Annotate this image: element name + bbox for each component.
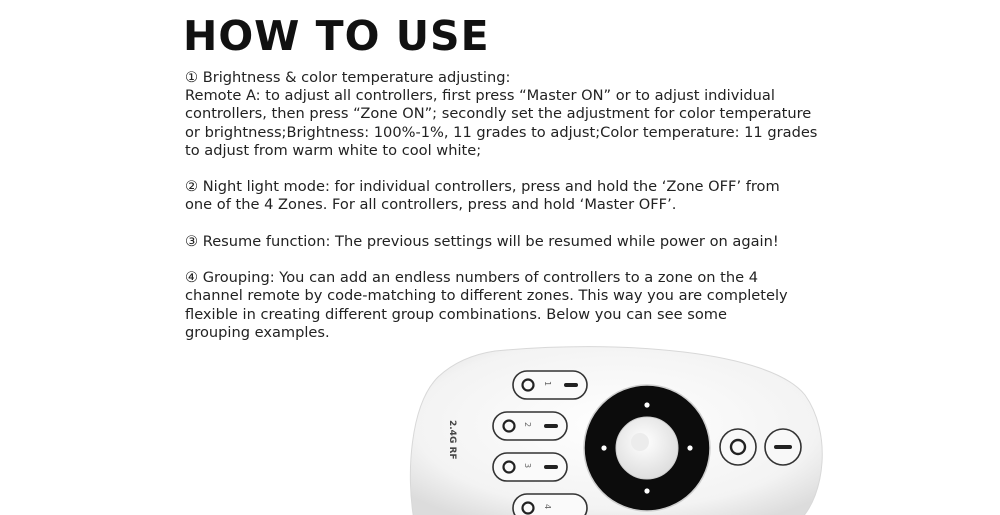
text-line: channel remote by code-matching to different zones. This way you are completely [185, 287, 788, 305]
zone-3-number: 3 [523, 463, 532, 469]
text-line: grouping examples. [185, 323, 330, 341]
section-night-light [185, 178, 845, 214]
instructions [185, 69, 845, 360]
text-line: ③ Resume function: The previous settings will be resumed while power on again! [185, 232, 779, 250]
zone-button-1[interactable] [513, 371, 587, 399]
zone-button-3[interactable] [493, 453, 567, 481]
text-line: flexible in creating different group combinations. Below you can see some [185, 305, 727, 323]
zone-button-4[interactable] [513, 494, 587, 515]
text-line: or brightness;Brightness: 100%-1%, 11 grades to adjust;Color temperature: 11 grades [185, 123, 818, 141]
text-line: to adjust from warm white to cool white; [185, 141, 482, 159]
text-line: controllers, then press “Zone ON”; secondly set the adjustment for color temperature [185, 105, 812, 123]
zone-button-2[interactable] [493, 412, 567, 440]
section-resume [185, 233, 845, 251]
text-line: Remote A: to adjust all controllers, first press “Master ON” or to adjust individual [185, 87, 775, 105]
remote-control-image [400, 345, 830, 515]
text-line: ④ Grouping: You can add an endless numbers of controllers to a zone on the 4 [185, 269, 759, 287]
section-brightness [185, 69, 845, 160]
remote-brand-text: 2.4G RF [447, 420, 457, 460]
text-line: ② Night light mode: for individual controllers, press and hold the ‘Zone OFF’ from [185, 178, 780, 196]
master-off-button[interactable] [765, 429, 801, 465]
text-line: ① Brightness & color temperature adjusting: [185, 69, 511, 86]
text-line: one of the 4 Zones. For all controllers, press and hold ‘Master OFF’. [185, 196, 677, 214]
section-grouping [185, 269, 845, 342]
zone-2-number: 2 [523, 422, 532, 428]
zone-4-number: 4 [543, 504, 552, 510]
center-button[interactable] [616, 417, 678, 479]
master-on-button[interactable] [720, 429, 756, 465]
zone-1-number: 1 [543, 381, 552, 387]
page-title: HOW TO USE [183, 12, 490, 60]
